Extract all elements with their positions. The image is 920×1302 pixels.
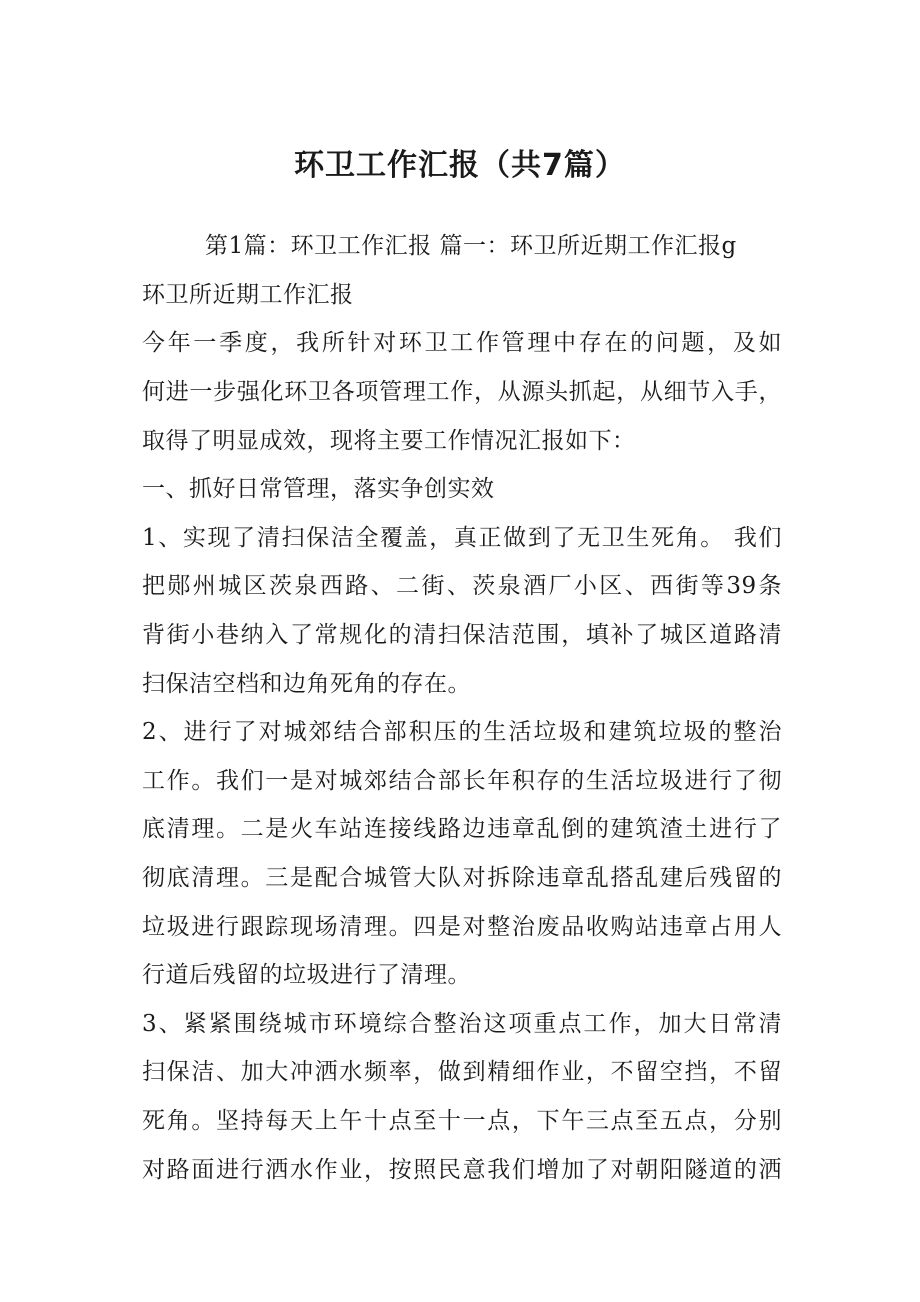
text-line: 1、实现了清扫保洁全覆盖，真正做到了无卫生死角。 我们 <box>142 525 782 551</box>
text-line: 垃圾进行跟踪现场清理。四是对整治废品收购站违章占用人 <box>142 914 782 940</box>
text-line: 彻底清理。三是配合城管大队对拆除违章乱搭乱建后残留的 <box>142 865 782 891</box>
text-line: 工作。我们一是对城郊结合部长年积存的生活垃圾进行了彻 <box>142 768 782 794</box>
text-line: 扫保洁空档和边角死角的存在。 <box>142 671 471 697</box>
text-line: 3、紧紧围绕城市环境综合整治这项重点工作，加大日常清 <box>142 1011 782 1037</box>
document-title: 环卫工作汇报（共7篇） <box>294 148 626 183</box>
text-line: 行道后残留的垃圾进行了清理。 <box>142 962 471 988</box>
text-line: 底清理。二是火车站连接线路边违章乱倒的建筑渣土进行了 <box>142 816 782 842</box>
text-line: 背街小巷纳入了常规化的清扫保洁范围，填补了城区道路清 <box>142 622 782 648</box>
text-line: 今年一季度，我所针对环卫工作管理中存在的问题，及如 <box>142 330 782 356</box>
text-line: 取得了明显成效，现将主要工作情况汇报如下： <box>142 428 636 454</box>
text-line: 扫保洁、加大冲洒水频率，做到精细作业，不留空挡，不留 <box>142 1059 782 1085</box>
text-line: 环卫所近期工作汇报 <box>142 282 354 308</box>
text-line: 2、进行了对城郊结合部积压的生活垃圾和建筑垃圾的整治 <box>142 719 782 745</box>
text-line: 对路面进行洒水作业，按照民意我们增加了对朝阳隧道的洒 <box>142 1157 782 1183</box>
text-line: 何进一步强化环卫各项管理工作，从源头抓起，从细节入手， <box>142 379 782 405</box>
section-heading: 一、抓好日常管理，落实争创实效 <box>142 476 495 502</box>
text-line: 把郧州城区茨泉西路、二街、茨泉酒厂小区、西街等39条 <box>142 573 782 599</box>
text-line: 死角。坚持每天上午十点至十一点，下午三点至五点，分别 <box>142 1108 782 1134</box>
text-line: 第1篇：环卫工作汇报 篇一：环卫所近期工作汇报g <box>205 233 737 259</box>
